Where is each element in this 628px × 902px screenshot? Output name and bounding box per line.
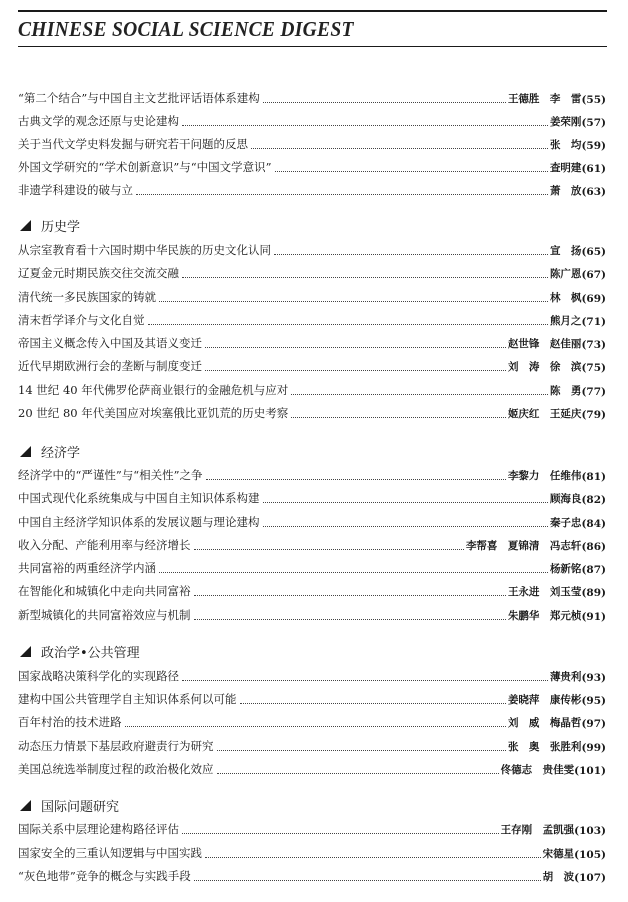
toc-entry[interactable] [18,465,606,485]
entry-page: (86) [581,541,606,553]
dot-leader [182,680,548,681]
entry-authors: 陈广恩 [549,268,582,280]
section-heading-label: 历史学 [41,219,81,235]
entry-title: 帝国主义概念传入中国及其语义变迁 [18,336,202,350]
entry-page: (71) [581,316,606,328]
dot-leader [194,880,541,881]
toc-entry[interactable] [18,605,606,625]
dot-leader [274,254,548,255]
dot-leader [240,703,506,704]
entry-authors: 朱鹏华 郑元桢 [507,610,582,622]
entry-authors: 熊月之 [549,315,582,327]
entry-title: 近代早期欧洲行会的垄断与制度变迁 [18,359,202,373]
entry-page: (75) [581,362,606,374]
title-rule [18,46,607,47]
entry-title: 建构中国公共管理学自主知识体系何以可能 [18,692,237,706]
entry-authors: 秦子忠 [549,517,582,529]
entry-authors: 王永进 刘玉莹 [507,586,582,598]
toc-entry[interactable] [18,380,606,400]
dot-leader [159,572,548,573]
triangle-icon [20,800,31,811]
entry-authors: 王存刚 孟凯强 [500,824,575,836]
entry-page: (77) [581,386,606,398]
entry-authors: 刘 威 梅晶哲 [507,717,582,729]
dot-leader [205,347,506,348]
toc-entry[interactable] [18,666,606,686]
toc-entry[interactable] [18,134,606,154]
dot-leader [194,549,464,550]
toc-entry[interactable] [18,310,606,330]
entry-title: 收入分配、产能利用率与经济增长 [18,538,191,552]
entry-page: (81) [581,471,606,483]
dot-leader [182,125,548,126]
toc-entry[interactable] [18,512,606,532]
toc-entry[interactable] [18,581,606,601]
entry-page: (93) [581,672,606,684]
dot-leader [148,324,548,325]
toc-entry[interactable] [18,819,606,839]
dot-leader [136,194,548,195]
entry-page: (105) [574,849,606,861]
entry-title: 共同富裕的两重经济学内涵 [18,561,156,575]
entry-authors: 顾海良 [549,493,582,505]
entry-authors: 姜荣刚 [549,116,582,128]
entry-authors: 宣 扬 [549,245,582,257]
toc-entry[interactable] [18,689,606,709]
dot-leader [205,370,506,371]
dot-leader [217,773,499,774]
dot-leader [125,726,506,727]
entry-title: 美国总统选举制度过程的政治极化效应 [18,762,214,776]
entry-page: (95) [581,695,606,707]
section-heading-label: 政治学•公共管理 [41,645,140,661]
entry-page: (101) [574,765,606,777]
entry-page: (55) [581,94,606,106]
toc-entry[interactable] [18,356,606,376]
entry-title: “灰色地带”竞争的概念与实践手段 [18,869,191,883]
journal-title: CHINESE SOCIAL SCIENCE DIGEST [18,17,354,41]
dot-leader [159,301,548,302]
entry-title: 古典文学的观念还原与史论建构 [18,114,179,128]
entry-title: 外国文学研究的“学术创新意识”与“中国文学意识” [18,160,272,174]
entry-authors: 姜晓萍 康传彬 [507,694,582,706]
dot-leader [291,417,506,418]
entry-page: (87) [581,564,606,576]
entry-title: 非遗学科建设的破与立 [18,183,133,197]
section-heading-international [20,796,119,814]
entry-title: 从宗室教育看十六国时期中华民族的历史文化认同 [18,243,271,257]
entry-page: (61) [581,163,606,175]
entry-title: 在智能化和城镇化中走向共同富裕 [18,584,191,598]
entry-title: 国家安全的三重认知逻辑与中国实践 [18,846,202,860]
entry-authors: 宋德星 [542,848,575,860]
entry-authors: 林 枫 [549,292,582,304]
entry-authors: 赵世锋 赵佳丽 [507,338,582,350]
entry-title: 14 世纪 40 年代佛罗伦萨商业银行的金融危机与应对 [18,383,289,397]
toc-entry[interactable] [18,287,606,307]
entry-authors: 薄贵利 [549,671,582,683]
toc-entry[interactable] [18,712,606,732]
triangle-icon [20,646,31,657]
entry-authors: 李帮喜 夏锦清 冯志轩 [465,540,582,552]
dot-leader [291,394,548,395]
dot-leader [275,171,548,172]
dot-leader [205,857,541,858]
entry-title: 百年村治的技术进路 [18,715,122,729]
section-heading-politics [20,642,140,660]
section-heading-economics [20,442,80,460]
entry-authors: 佟德志 贵佳雯 [500,764,575,776]
toc-entry[interactable] [18,263,606,283]
dot-leader [251,148,548,149]
entry-page: (89) [581,587,606,599]
entry-title: 经济学中的“严谨性”与“相关性”之争 [18,468,203,482]
entry-page: (79) [581,409,606,421]
dot-leader [217,750,506,751]
dot-leader [263,526,548,527]
entry-title: “第二个结合”与中国自主文艺批评话语体系建构 [18,91,260,105]
entry-title: 国家战略决策科学化的实现路径 [18,669,179,683]
entry-authors: 王德胜 李 雷 [507,93,582,105]
entry-page: (57) [581,117,606,129]
entry-authors: 陈 勇 [549,385,582,397]
entry-title: 辽夏金元时期民族交往交流交融 [18,266,179,280]
entry-page: (59) [581,140,606,152]
entry-page: (63) [581,186,606,198]
toc-entry[interactable] [18,759,606,779]
section-heading-label: 国际问题研究 [41,799,120,815]
entry-title: 20 世纪 80 年代美国应对埃塞俄比亚饥荒的历史考察 [18,406,289,420]
triangle-icon [20,446,31,457]
toc-entry[interactable] [18,157,606,177]
entry-title: 清末哲学译介与文化自觉 [18,313,145,327]
entry-authors: 张 均 [549,139,582,151]
entry-title: 新型城镇化的共同富裕效应与机制 [18,608,191,622]
entry-authors: 杨新铭 [549,563,582,575]
entry-page: (103) [574,825,606,837]
dot-leader [206,479,506,480]
toc-entry[interactable] [18,88,606,108]
dot-leader [182,833,499,834]
entry-page: (65) [581,246,606,258]
dot-leader [194,595,506,596]
entry-title: 中国式现代化系统集成与中国自主知识体系构建 [18,491,260,505]
entry-authors: 查明建 [549,162,582,174]
entry-authors: 李黎力 任维伟 [507,470,582,482]
entry-page: (107) [574,872,606,884]
top-rule [18,10,607,12]
toc-entry[interactable] [18,488,606,508]
section-heading-history [20,216,80,234]
entry-title: 动态压力情景下基层政府避责行为研究 [18,739,214,753]
toc-entry[interactable] [18,736,606,756]
toc-entry[interactable] [18,403,606,423]
entry-page: (69) [581,293,606,305]
entry-title: 国际关系中层理论建构路径评估 [18,822,179,836]
toc-entry[interactable] [18,535,606,555]
entry-title: 清代统一多民族国家的铸就 [18,290,156,304]
dot-leader [194,619,506,620]
entry-title: 关于当代文学史料发掘与研究若干问题的反思 [18,137,248,151]
dot-leader [182,277,548,278]
entry-page: (91) [581,611,606,623]
toc-entry[interactable] [18,866,606,886]
toc-entry[interactable] [18,240,606,260]
dot-leader [263,102,506,103]
entry-authors: 姬庆红 王延庆 [507,408,582,420]
entry-page: (67) [581,269,606,281]
entry-authors: 刘 涛 徐 滨 [507,361,582,373]
toc-entry[interactable] [18,558,606,578]
toc-entry[interactable] [18,333,606,353]
triangle-icon [20,220,31,231]
section-heading-label: 经济学 [41,445,81,461]
entry-authors: 萧 放 [549,185,582,197]
toc-entry[interactable] [18,111,606,131]
entry-page: (73) [581,339,606,351]
entry-page: (84) [581,518,606,530]
toc-entry[interactable] [18,180,606,200]
entry-page: (97) [581,718,606,730]
dot-leader [263,502,548,503]
entry-title: 中国自主经济学知识体系的发展议题与理论建构 [18,515,260,529]
entry-page: (99) [581,742,606,754]
entry-page: (82) [581,494,606,506]
entry-authors: 张 奥 张胜利 [507,741,582,753]
entry-authors: 胡 波 [542,871,575,883]
toc-entry[interactable] [18,843,606,863]
